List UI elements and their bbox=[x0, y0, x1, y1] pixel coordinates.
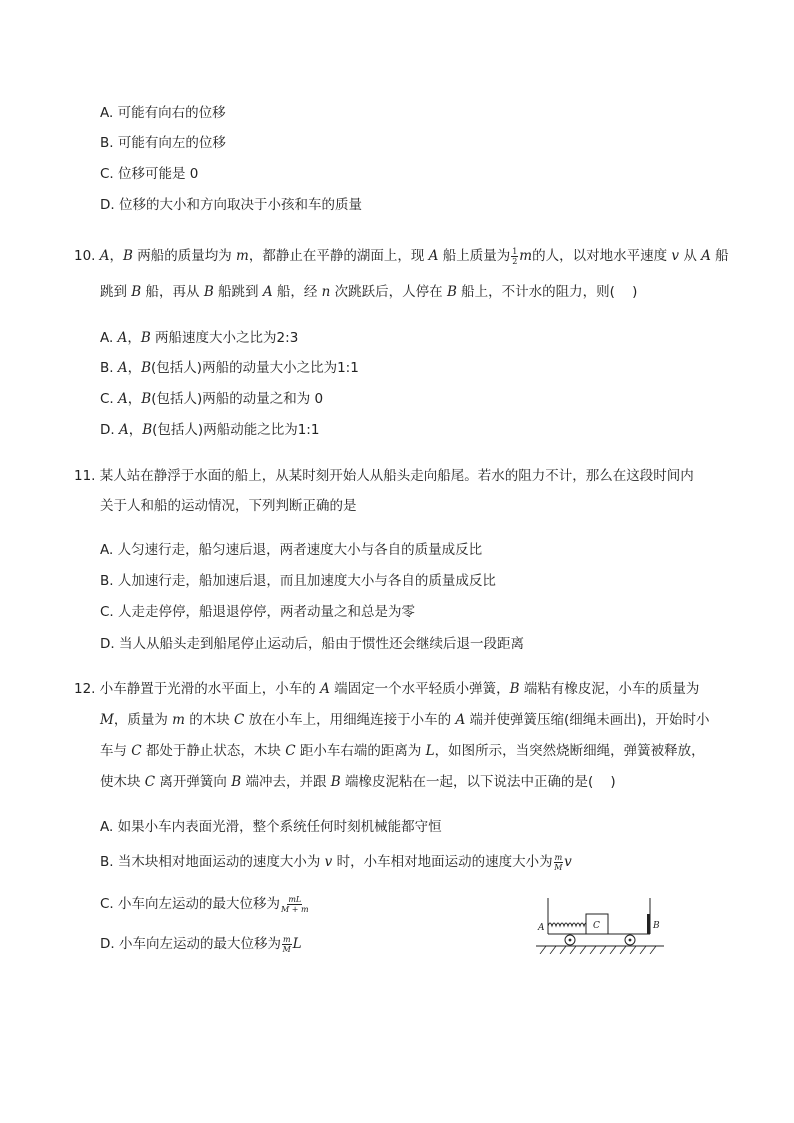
q12-option-d: D. 小车向左运动的最大位移为 $\frac{m}{M}$ L bbox=[100, 934, 302, 954]
q10-option-b: B. A，B(包括人)两船的动量大小之比为1:1 bbox=[100, 360, 359, 376]
q12-option-b: B. 当木块相对地面运动的速度大小为 v 时，小车相对地面运动的速度大小为 $\frac{m}{M}$ v bbox=[100, 852, 572, 872]
cart-spring-figure bbox=[536, 892, 666, 954]
q12-stem-line2: M，质量为 m 的木块 C 放在小车上，用细绳连接于小车的 A 端并使弹簧压缩(细绳未画出)，开始时小 bbox=[100, 712, 710, 728]
q12-stem-line3: 车与 C 都处于静止状态，木块 C 距小车右端的距离为 L，如图所示，当突然烧断细绳，弹簧被释放， bbox=[100, 743, 705, 759]
q11-stem-line1: 11. 某人站在静浮于水面的船上，从某时刻开始人从船头走向船尾。若水的阻力不计，那么在这段时间内 bbox=[74, 468, 694, 484]
q11-option-c: C. 人走走停停，船退退停停，两者动量之和总是为零 bbox=[100, 604, 416, 620]
q11-option-b: B. 人加速行走，船加速后退，而且加速度大小与各自的质量成反比 bbox=[100, 573, 496, 589]
q9-option-c: C. 位移可能是 0 bbox=[100, 166, 199, 182]
q12-option-c: C. 小车向左运动的最大位移为 $\frac{mL}{M + m}$ bbox=[100, 894, 309, 914]
putty-b bbox=[647, 914, 650, 934]
q10-option-d: D. A，B(包括人)两船动能之比为1:1 bbox=[100, 422, 320, 438]
q10-stem-line1: 10. A，B 两船的质量均为 m，都静止在平静的湖面上，现 A 船上质量为 $\frac{1}{2}$ m的人，以对地水平速度 v 从 A 船 bbox=[74, 246, 729, 266]
q10-stem-line2: 跳到 B 船，再从 B 船跳到 A 船，经 n 次跳跃后，人停在 B 船上，不计水的阻力，则( ) bbox=[100, 284, 638, 300]
spring-icon bbox=[548, 923, 588, 926]
q11-option-d: D. 当人从船头走到船尾停止运动后，船由于惯性还会继续后退一段距离 bbox=[100, 636, 524, 652]
label-b: B bbox=[653, 921, 660, 931]
q9-option-d: D. 位移的大小和方向取决于小孩和车的质量 bbox=[100, 197, 362, 213]
q9-option-b: B. 可能有向左的位移 bbox=[100, 135, 226, 151]
q9-option-a: A. 可能有向右的位移 bbox=[100, 105, 226, 121]
q11-option-a: A. 人匀速行走，船匀速后退，两者速度大小与各自的质量成反比 bbox=[100, 542, 483, 558]
q12-option-a: A. 如果小车内表面光滑，整个系统任何时刻机械能都守恒 bbox=[100, 819, 442, 835]
q10-option-a: A. A，B 两船速度大小之比为2:3 bbox=[100, 330, 299, 346]
q10-option-c: C. A，B(包括人)两船的动量之和为 0 bbox=[100, 391, 324, 407]
q11-stem-line2: 关于人和船的运动情况，下列判断正确的是 bbox=[100, 498, 357, 514]
label-a: A bbox=[538, 923, 545, 933]
label-c: C bbox=[593, 921, 600, 931]
q12-stem-line4: 使木块 C 离开弹簧向 B 端冲去，并跟 B 端橡皮泥粘在一起，以下说法中正确的是( ) bbox=[100, 774, 616, 790]
q12-stem-line1: 12. 小车静置于光滑的水平面上，小车的 A 端固定一个水平轻质小弹簧，B 端粘有橡皮泥，小车的质量为 bbox=[74, 681, 700, 697]
